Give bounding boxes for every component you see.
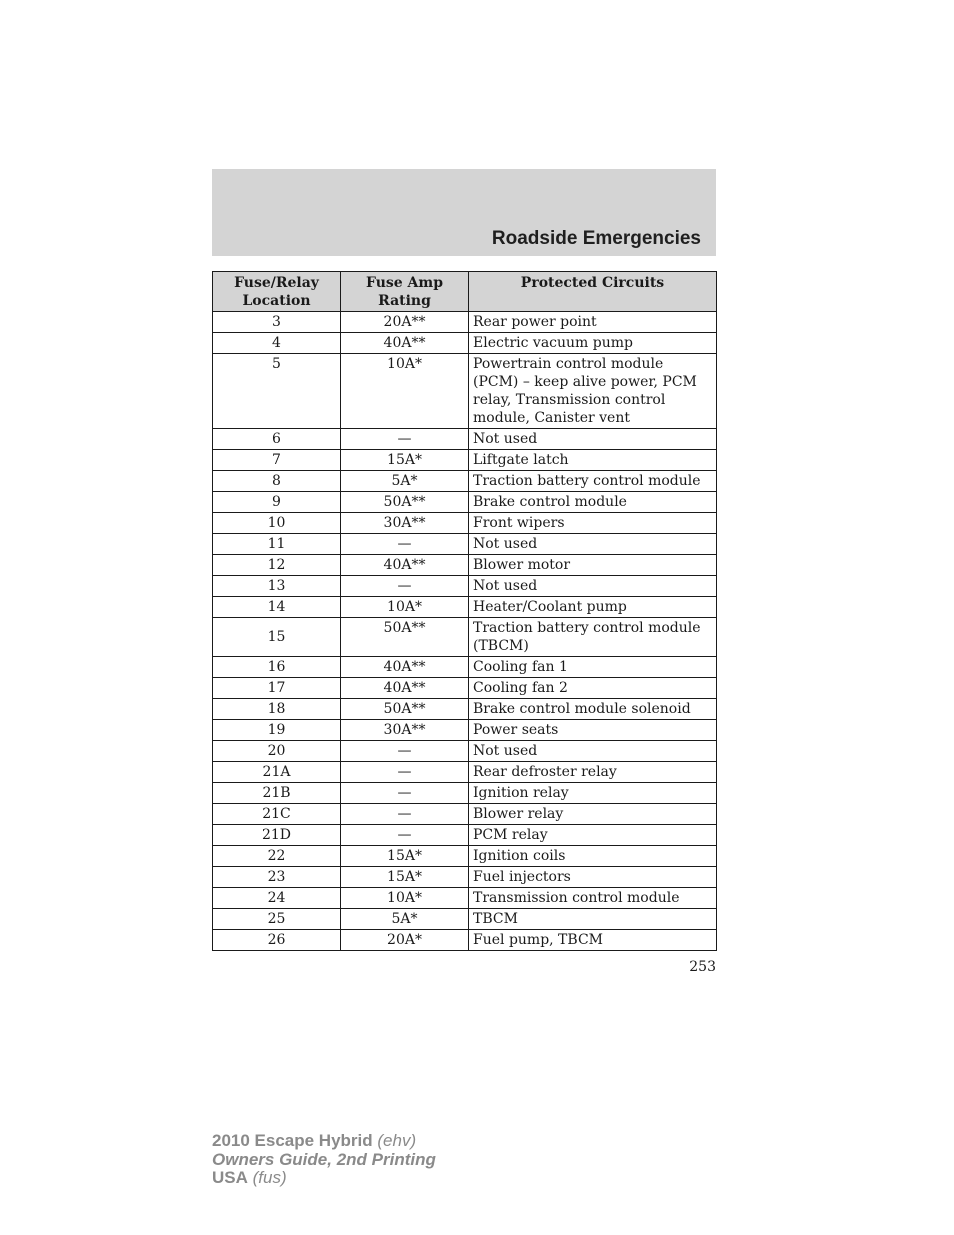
fuse-amp-cell: 5A* <box>341 471 469 492</box>
fuse-amp-cell: 10A* <box>341 354 469 429</box>
table-row <box>213 333 717 354</box>
fuse-amp-cell: 15A* <box>341 846 469 867</box>
fuse-location-cell: 26 <box>213 930 341 951</box>
footer-line-2: Owners Guide, 2nd Printing <box>212 1149 436 1169</box>
protected-circuit-cell: Traction battery control module <box>469 471 717 492</box>
table-row <box>213 513 717 534</box>
fuse-amp-cell: 40A** <box>341 333 469 354</box>
table-row <box>213 597 717 618</box>
protected-circuit-cell: Rear defroster relay <box>469 762 717 783</box>
fuse-location-cell: 24 <box>213 888 341 909</box>
footer-model-code: (ehv) <box>377 1131 417 1150</box>
protected-circuit-cell: Blower motor <box>469 555 717 576</box>
protected-circuit-cell: Transmission control module <box>469 888 717 909</box>
protected-circuit-cell: Heater/Coolant pump <box>469 597 717 618</box>
column-header-location: Fuse/Relay Location <box>213 272 341 312</box>
page-number: 253 <box>689 959 716 975</box>
footer-model: 2010 Escape Hybrid <box>212 1131 373 1150</box>
fuse-location-cell: 15 <box>213 618 341 657</box>
protected-circuit-cell: Traction battery control module (TBCM) <box>469 618 717 657</box>
fuse-amp-cell: — <box>341 762 469 783</box>
table-row <box>213 825 717 846</box>
table-row <box>213 576 717 597</box>
table-row <box>213 354 717 429</box>
fuse-amp-cell: 40A** <box>341 555 469 576</box>
fuse-location-cell: 16 <box>213 657 341 678</box>
fuse-location-cell: 12 <box>213 555 341 576</box>
table-row <box>213 741 717 762</box>
fuse-amp-cell: — <box>341 741 469 762</box>
fuse-amp-cell: 40A** <box>341 657 469 678</box>
table-row <box>213 678 717 699</box>
protected-circuit-cell: Cooling fan 1 <box>469 657 717 678</box>
section-header-band <box>212 169 716 256</box>
fuse-location-cell: 18 <box>213 699 341 720</box>
table-row <box>213 657 717 678</box>
fuse-amp-cell: 20A* <box>341 930 469 951</box>
protected-circuit-cell: Ignition coils <box>469 846 717 867</box>
protected-circuit-cell: Fuel injectors <box>469 867 717 888</box>
table-row <box>213 846 717 867</box>
table-row <box>213 804 717 825</box>
fuse-location-cell: 21D <box>213 825 341 846</box>
fuse-amp-cell: 40A** <box>341 678 469 699</box>
table-row <box>213 555 717 576</box>
table-row <box>213 618 717 657</box>
table-row <box>213 312 717 333</box>
table-body <box>213 312 717 951</box>
column-header-protected-circuits: Protected Circuits <box>469 272 717 312</box>
protected-circuit-cell: TBCM <box>469 909 717 930</box>
footer-market-code: (fus) <box>252 1168 287 1187</box>
fuse-location-cell: 7 <box>213 450 341 471</box>
footer-line-3 <box>212 1169 436 1188</box>
column-header-amp-rating: Fuse Amp Rating <box>341 272 469 312</box>
protected-circuit-cell: Not used <box>469 576 717 597</box>
fuse-amp-cell: 50A** <box>341 699 469 720</box>
fuse-location-cell: 20 <box>213 741 341 762</box>
fuse-location-cell: 22 <box>213 846 341 867</box>
fuse-amp-cell: 30A** <box>341 720 469 741</box>
fuse-location-cell: 8 <box>213 471 341 492</box>
table-row <box>213 429 717 450</box>
fuse-amp-cell: — <box>341 783 469 804</box>
table-row <box>213 783 717 804</box>
fuse-amp-cell: — <box>341 825 469 846</box>
table-header-row <box>213 272 717 312</box>
fuse-amp-cell: 10A* <box>341 597 469 618</box>
fuse-location-cell: 6 <box>213 429 341 450</box>
fuse-amp-cell: 15A* <box>341 867 469 888</box>
fuse-amp-cell: 20A** <box>341 312 469 333</box>
protected-circuit-cell: Fuel pump, TBCM <box>469 930 717 951</box>
table-row <box>213 471 717 492</box>
table-row <box>213 930 717 951</box>
table-row <box>213 909 717 930</box>
fuse-location-cell: 4 <box>213 333 341 354</box>
fuse-location-cell: 10 <box>213 513 341 534</box>
fuse-amp-cell: 50A** <box>341 492 469 513</box>
fuse-amp-cell: 5A* <box>341 909 469 930</box>
table-row <box>213 888 717 909</box>
table-row <box>213 720 717 741</box>
table-row <box>213 699 717 720</box>
protected-circuit-cell: Not used <box>469 534 717 555</box>
fuse-amp-cell: — <box>341 429 469 450</box>
fuse-amp-cell: 30A** <box>341 513 469 534</box>
fuse-location-cell: 13 <box>213 576 341 597</box>
table-row <box>213 762 717 783</box>
fuse-location-cell: 21C <box>213 804 341 825</box>
table-row <box>213 534 717 555</box>
protected-circuit-cell: Rear power point <box>469 312 717 333</box>
protected-circuit-cell: Brake control module solenoid <box>469 699 717 720</box>
fuse-location-cell: 21A <box>213 762 341 783</box>
fuse-location-cell: 5 <box>213 354 341 429</box>
protected-circuit-cell: Electric vacuum pump <box>469 333 717 354</box>
protected-circuit-cell: Ignition relay <box>469 783 717 804</box>
protected-circuit-cell: Power seats <box>469 720 717 741</box>
footer-line-1 <box>212 1132 436 1151</box>
fuse-location-cell: 21B <box>213 783 341 804</box>
protected-circuit-cell: PCM relay <box>469 825 717 846</box>
fuse-amp-cell: — <box>341 804 469 825</box>
fuse-location-cell: 3 <box>213 312 341 333</box>
fuse-location-cell: 25 <box>213 909 341 930</box>
table-row <box>213 492 717 513</box>
fuse-amp-cell: — <box>341 576 469 597</box>
fuse-amp-cell: — <box>341 534 469 555</box>
section-title: Roadside Emergencies <box>491 228 701 249</box>
table-row <box>213 867 717 888</box>
footer <box>212 1132 436 1188</box>
fuse-amp-cell: 50A** <box>341 618 469 657</box>
fuse-location-cell: 23 <box>213 867 341 888</box>
protected-circuit-cell: Cooling fan 2 <box>469 678 717 699</box>
protected-circuit-cell: Liftgate latch <box>469 450 717 471</box>
fuse-location-cell: 14 <box>213 597 341 618</box>
protected-circuit-cell: Front wipers <box>469 513 717 534</box>
fuse-location-cell: 11 <box>213 534 341 555</box>
protected-circuit-cell: Not used <box>469 741 717 762</box>
table-row <box>213 450 717 471</box>
fuse-location-cell: 17 <box>213 678 341 699</box>
protected-circuit-cell: Powertrain control module (PCM) – keep alive power, PCM relay, Transmission control module, Canister vent <box>469 354 717 429</box>
protected-circuit-cell: Not used <box>469 429 717 450</box>
fuse-location-cell: 9 <box>213 492 341 513</box>
fuse-amp-cell: 15A* <box>341 450 469 471</box>
fuse-table <box>212 271 717 951</box>
footer-market: USA <box>212 1168 248 1187</box>
fuse-location-cell: 19 <box>213 720 341 741</box>
fuse-amp-cell: 10A* <box>341 888 469 909</box>
protected-circuit-cell: Blower relay <box>469 804 717 825</box>
protected-circuit-cell: Brake control module <box>469 492 717 513</box>
